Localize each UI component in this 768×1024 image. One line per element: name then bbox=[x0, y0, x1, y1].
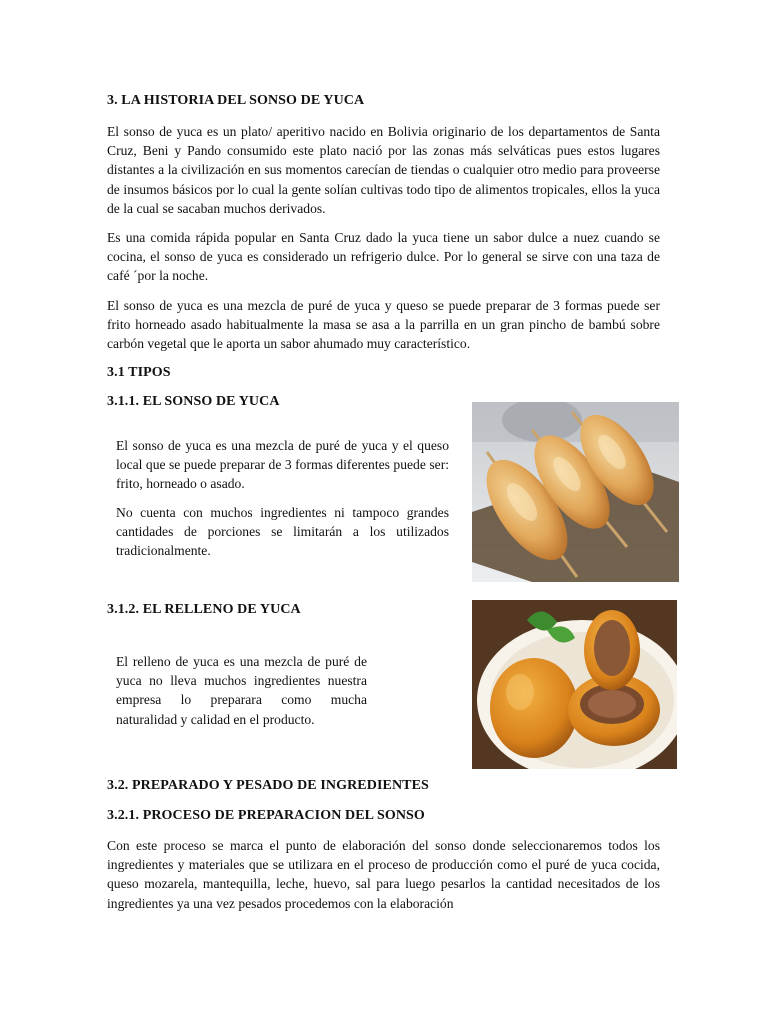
relleno-title: 3.1.2. EL RELLENO DE YUCA bbox=[107, 602, 301, 617]
preparado-title: 3.2. PREPARADO Y PESADO DE INGREDIENTES bbox=[107, 778, 429, 793]
section-3-paragraph-3: El sonso de yuca es una mezcla de puré de yuca y queso se puede preparar de 3 formas puede ser frito horneado asado habitualmente la masa se asa a la parrilla en un gran pincho de bambú sobre carbón vegetal que le aporta un sabor ahumado muy característico. bbox=[107, 298, 660, 352]
proceso-paragraph-1: Con este proceso se marca el punto de elaboración del sonso donde seleccionaremos todos los ingredientes y materiales que se utilizara en el proceso de producción como el puré de yuca cocida, queso mozarela, mantequilla, leche, huevo, sal para luego pesarlos la cantidad necesitados de los ingredientes ya una vez pesados procedemos con la elaboración bbox=[107, 838, 660, 911]
section-3-title: 3. LA HISTORIA DEL SONSO DE YUCA bbox=[107, 93, 365, 108]
tipos-title: 3.1 TIPOS bbox=[107, 365, 171, 380]
relleno-paragraph-1: El relleno de yuca es una mezcla de puré de yuca no lleva muchos ingredientes nuestra empresa lo preparara como mucha naturalidad y calidad en el producto. bbox=[116, 654, 367, 727]
section-3-paragraph-2: Es una comida rápida popular en Santa Cruz dado la yuca tiene un sabor dulce a nuez cuando se cocina, el sonso de yuca es considerado un refrigerio dulce. Por lo general se sirve con una taza de café ´por la noche. bbox=[107, 230, 660, 284]
relleno-photo bbox=[472, 600, 677, 769]
sonso-photo bbox=[472, 402, 679, 582]
relleno-photo-illustration bbox=[472, 600, 677, 769]
sonso-photo-illustration bbox=[472, 402, 679, 582]
section-3-paragraph-1: El sonso de yuca es un plato/ aperitivo nacido en Bolivia originario de los departamentos de Santa Cruz, Beni y Pando consumido este plato nació por las zonas más selváticas pues estos lugares distantes a la civilización en sus momentos carecían de tiendas o cualquier otro medio para proveerse de insumos básicos por lo cual la gente solían cultivas todo tipo de alimentos tropicales, ellos la yuca de la cual se sacaban muchos derivados. bbox=[107, 124, 660, 216]
sonso-paragraph-2: No cuenta con muchos ingredientes ni tampoco grandes cantidades de porciones se limitarán a los utilizados tradicionalmente. bbox=[116, 505, 449, 559]
sonso-paragraph-1: El sonso de yuca es una mezcla de puré de yuca y el queso local que se puede preparar de 3 formas diferentes puede ser: frito, horneado o asado. bbox=[116, 438, 449, 492]
proceso-title: 3.2.1. PROCESO DE PREPARACION DEL SONSO bbox=[107, 808, 425, 823]
sonso-title: 3.1.1. EL SONSO DE YUCA bbox=[107, 394, 280, 409]
